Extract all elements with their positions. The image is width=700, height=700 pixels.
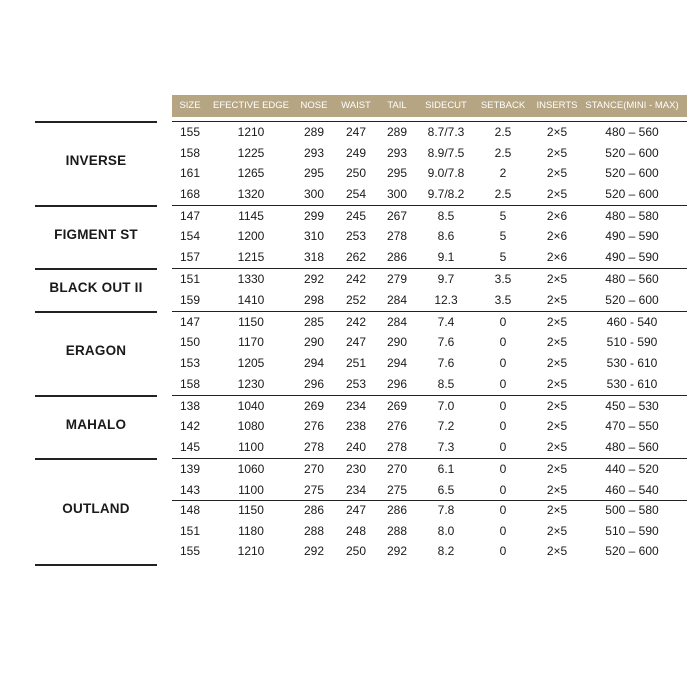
cell-size: 142 xyxy=(179,419,201,434)
cell-setback: 0 xyxy=(499,335,507,350)
cell-sidecut: 7.4 xyxy=(437,314,455,329)
table-row xyxy=(35,184,687,205)
cell-stance: 510 - 590 xyxy=(606,335,658,350)
cell-stance: 520 – 600 xyxy=(605,145,659,160)
cell-effective-edge: 1060 xyxy=(237,462,265,477)
cell-inserts: 2×5 xyxy=(546,314,568,329)
cell-tail: 290 xyxy=(386,335,408,350)
cell-tail: 278 xyxy=(386,439,408,454)
cell-size: 147 xyxy=(179,208,201,223)
cell-waist: 245 xyxy=(345,208,367,223)
cell-inserts: 2×6 xyxy=(546,250,568,265)
cell-size: 143 xyxy=(179,482,201,497)
cell-size: 150 xyxy=(179,335,201,350)
cell-stance: 470 – 550 xyxy=(605,419,659,434)
cell-tail: 269 xyxy=(386,398,408,413)
table-row xyxy=(35,206,687,227)
cell-inserts: 2×5 xyxy=(546,186,568,201)
table-row xyxy=(35,437,687,458)
cell-sidecut: 8.5 xyxy=(437,376,455,391)
cell-waist: 250 xyxy=(345,544,367,559)
table-row xyxy=(35,143,687,164)
cell-waist: 252 xyxy=(345,292,367,307)
cell-inserts: 2×5 xyxy=(546,544,568,559)
cell-sidecut: 7.2 xyxy=(437,419,455,434)
model-name: ERAGON xyxy=(65,343,127,359)
cell-tail: 294 xyxy=(386,356,408,371)
cell-waist: 238 xyxy=(345,419,367,434)
cell-stance: 480 – 560 xyxy=(605,439,659,454)
cell-sidecut: 8.9/7.5 xyxy=(427,145,465,160)
header-tail: TAIL xyxy=(387,100,407,111)
cell-effective-edge: 1100 xyxy=(238,482,264,497)
cell-sidecut: 9.0/7.8 xyxy=(427,166,465,181)
cell-tail: 289 xyxy=(386,125,408,139)
table-row xyxy=(35,122,687,143)
cell-effective-edge: 1150 xyxy=(238,503,264,518)
cell-sidecut: 6.5 xyxy=(437,482,455,497)
cell-waist: 240 xyxy=(345,439,367,454)
cell-inserts: 2×5 xyxy=(546,462,568,477)
cell-stance: 500 – 580 xyxy=(605,503,659,518)
cell-waist: 234 xyxy=(345,398,367,413)
table-row xyxy=(35,226,687,247)
cell-setback: 5 xyxy=(499,208,507,223)
cell-waist: 242 xyxy=(345,272,367,287)
cell-setback: 0 xyxy=(499,482,507,497)
cell-stance: 530 - 610 xyxy=(606,356,658,371)
cell-effective-edge: 1080 xyxy=(237,419,265,434)
cell-nose: 276 xyxy=(303,419,325,434)
cell-nose: 270 xyxy=(303,462,325,477)
cell-waist: 247 xyxy=(345,125,367,139)
cell-waist: 253 xyxy=(345,376,367,391)
cell-setback: 0 xyxy=(499,462,507,477)
cell-tail: 278 xyxy=(386,229,408,244)
cell-inserts: 2×5 xyxy=(546,503,568,518)
cell-inserts: 2×5 xyxy=(546,292,568,307)
cell-inserts: 2×5 xyxy=(546,523,568,538)
cell-size: 168 xyxy=(179,186,201,201)
cell-waist: 249 xyxy=(345,145,367,160)
cell-size: 151 xyxy=(179,523,201,538)
cell-tail: 286 xyxy=(386,250,408,265)
cell-tail: 295 xyxy=(386,166,408,181)
cell-effective-edge: 1040 xyxy=(237,398,265,413)
model-name: OUTLAND xyxy=(62,500,130,516)
cell-inserts: 2×6 xyxy=(546,208,568,223)
cell-nose: 296 xyxy=(303,376,325,391)
cell-stance: 520 – 600 xyxy=(605,292,659,307)
table-row xyxy=(35,247,687,268)
cell-setback: 0 xyxy=(499,439,507,454)
table-row xyxy=(35,541,687,562)
cell-nose: 298 xyxy=(303,292,325,307)
cell-waist: 254 xyxy=(345,186,367,201)
cell-waist: 250 xyxy=(345,166,367,181)
cell-sidecut: 7.3 xyxy=(437,439,455,454)
cell-setback: 0 xyxy=(499,356,507,371)
cell-inserts: 2×6 xyxy=(546,229,568,244)
cell-nose: 269 xyxy=(303,398,325,413)
cell-stance: 480 – 560 xyxy=(605,125,659,139)
cell-waist: 242 xyxy=(345,314,367,329)
cell-sidecut: 7.6 xyxy=(437,335,455,350)
cell-setback: 0 xyxy=(499,376,507,391)
model-name: BLACK OUT II xyxy=(49,279,143,295)
cell-nose: 290 xyxy=(303,335,325,350)
cell-setback: 0 xyxy=(499,419,507,434)
cell-inserts: 2×5 xyxy=(546,482,568,497)
table-row xyxy=(35,269,687,290)
table-row xyxy=(35,312,687,333)
cell-size: 138 xyxy=(179,398,201,413)
cell-effective-edge: 1225 xyxy=(237,145,265,160)
cell-effective-edge: 1210 xyxy=(237,544,265,559)
cell-sidecut: 7.8 xyxy=(437,503,455,518)
cell-tail: 300 xyxy=(386,186,408,201)
cell-stance: 450 – 530 xyxy=(605,398,659,413)
cell-setback: 0 xyxy=(499,314,507,329)
cell-setback: 5 xyxy=(499,250,507,265)
cell-effective-edge: 1330 xyxy=(237,272,265,287)
cell-setback: 2.5 xyxy=(494,145,512,160)
cell-sidecut: 8.5 xyxy=(437,208,455,223)
table-row xyxy=(35,163,687,184)
cell-nose: 286 xyxy=(303,503,325,518)
cell-stance: 520 – 600 xyxy=(605,166,659,181)
cell-waist: 253 xyxy=(345,229,367,244)
cell-tail: 267 xyxy=(386,208,408,223)
cell-nose: 288 xyxy=(303,523,325,538)
cell-inserts: 2×5 xyxy=(546,272,568,287)
cell-tail: 288 xyxy=(386,523,408,538)
cell-effective-edge: 1320 xyxy=(237,186,265,201)
cell-inserts: 2×5 xyxy=(546,145,568,160)
cell-tail: 293 xyxy=(386,145,408,160)
cell-stance: 490 – 590 xyxy=(605,229,659,244)
cell-effective-edge: 1150 xyxy=(238,314,264,329)
cell-tail: 286 xyxy=(386,503,408,518)
cell-setback: 3.5 xyxy=(494,272,512,287)
cell-nose: 300 xyxy=(303,186,325,201)
table-row xyxy=(35,521,687,542)
cell-effective-edge: 1170 xyxy=(238,335,264,350)
cell-stance: 480 – 560 xyxy=(605,272,659,287)
cell-size: 153 xyxy=(179,356,201,371)
cell-sidecut: 8.2 xyxy=(437,544,455,559)
cell-nose: 294 xyxy=(303,356,325,371)
cell-waist: 234 xyxy=(345,482,367,497)
cell-setback: 3.5 xyxy=(494,292,512,307)
row-divider xyxy=(172,500,687,501)
cell-nose: 318 xyxy=(303,250,325,265)
cell-sidecut: 8.6 xyxy=(437,229,455,244)
table-row xyxy=(35,332,687,353)
header-sidecut: SIDECUT xyxy=(425,100,467,111)
cell-inserts: 2×5 xyxy=(546,335,568,350)
cell-size: 148 xyxy=(179,503,201,518)
cell-effective-edge: 1100 xyxy=(238,439,264,454)
cell-size: 154 xyxy=(179,229,201,244)
cell-setback: 0 xyxy=(499,523,507,538)
cell-size: 139 xyxy=(179,462,201,477)
cell-size: 155 xyxy=(179,544,201,559)
cell-nose: 275 xyxy=(303,482,325,497)
table-header xyxy=(172,95,687,117)
cell-effective-edge: 1230 xyxy=(237,376,265,391)
table-row xyxy=(35,459,687,480)
cell-tail: 276 xyxy=(386,419,408,434)
cell-nose: 292 xyxy=(303,544,325,559)
cell-tail: 292 xyxy=(386,544,408,559)
cell-nose: 295 xyxy=(303,166,325,181)
cell-setback: 2.5 xyxy=(494,186,512,201)
cell-setback: 0 xyxy=(499,398,507,413)
cell-inserts: 2×5 xyxy=(546,419,568,434)
table-row xyxy=(35,396,687,417)
cell-tail: 284 xyxy=(386,314,408,329)
cell-nose: 299 xyxy=(303,208,325,223)
header-inserts: INSERTS xyxy=(536,100,578,111)
cell-stance: 480 – 580 xyxy=(605,208,659,223)
table-row xyxy=(35,480,687,501)
cell-tail: 284 xyxy=(386,292,408,307)
cell-sidecut: 7.6 xyxy=(437,356,455,371)
cell-sidecut: 12.3 xyxy=(434,292,458,307)
cell-size: 145 xyxy=(179,439,201,454)
header-size: SIZE xyxy=(179,100,201,111)
cell-stance: 460 – 540 xyxy=(605,482,659,497)
cell-sidecut: 9.7 xyxy=(437,272,455,287)
cell-inserts: 2×5 xyxy=(546,439,568,454)
model-name: MAHALO xyxy=(65,416,127,432)
table-row xyxy=(35,374,687,395)
cell-stance: 440 – 520 xyxy=(605,462,659,477)
cell-nose: 292 xyxy=(303,272,325,287)
table-row xyxy=(35,500,687,521)
header-waist: WAIST xyxy=(341,100,371,111)
cell-size: 155 xyxy=(179,125,201,139)
cell-effective-edge: 1180 xyxy=(238,523,264,538)
cell-effective-edge: 1210 xyxy=(237,125,265,139)
cell-stance: 460 - 540 xyxy=(606,314,658,329)
cell-nose: 310 xyxy=(303,229,325,244)
cell-inserts: 2×5 xyxy=(546,125,568,139)
cell-inserts: 2×5 xyxy=(546,166,568,181)
cell-stance: 490 – 590 xyxy=(605,250,659,265)
cell-stance: 520 – 600 xyxy=(605,544,659,559)
cell-stance: 530 - 610 xyxy=(606,376,658,391)
cell-inserts: 2×5 xyxy=(546,356,568,371)
cell-setback: 0 xyxy=(499,503,507,518)
cell-effective-edge: 1410 xyxy=(237,292,265,307)
header-nose: NOSE xyxy=(300,100,328,111)
cell-effective-edge: 1215 xyxy=(237,250,265,265)
cell-effective-edge: 1205 xyxy=(237,356,265,371)
table-bottom-rule xyxy=(35,564,157,566)
cell-setback: 2.5 xyxy=(494,125,512,139)
cell-effective-edge: 1200 xyxy=(237,229,265,244)
cell-waist: 248 xyxy=(345,523,367,538)
table-row xyxy=(35,416,687,437)
cell-setback: 2 xyxy=(499,166,507,181)
cell-stance: 510 – 590 xyxy=(605,523,659,538)
cell-setback: 0 xyxy=(499,544,507,559)
cell-inserts: 2×5 xyxy=(546,398,568,413)
cell-effective-edge: 1145 xyxy=(238,208,264,223)
cell-waist: 247 xyxy=(345,503,367,518)
model-name: FIGMENT ST xyxy=(54,226,138,242)
cell-size: 151 xyxy=(179,272,201,287)
cell-waist: 262 xyxy=(345,250,367,265)
header-effective-edge: EFECTIVE EDGE xyxy=(212,100,290,111)
table-row xyxy=(35,353,687,374)
cell-size: 159 xyxy=(179,292,201,307)
cell-sidecut: 9.7/8.2 xyxy=(427,186,465,201)
cell-setback: 5 xyxy=(499,229,507,244)
cell-sidecut: 8.0 xyxy=(437,523,455,538)
cell-waist: 247 xyxy=(345,335,367,350)
cell-sidecut: 6.1 xyxy=(437,462,455,477)
cell-tail: 275 xyxy=(386,482,408,497)
cell-inserts: 2×5 xyxy=(546,376,568,391)
cell-waist: 230 xyxy=(345,462,367,477)
cell-size: 161 xyxy=(179,166,201,181)
cell-nose: 289 xyxy=(303,125,325,139)
cell-waist: 251 xyxy=(345,356,367,371)
cell-sidecut: 9.1 xyxy=(437,250,455,265)
cell-stance: 520 – 600 xyxy=(605,186,659,201)
cell-nose: 278 xyxy=(303,439,325,454)
header-setback: SETBACK xyxy=(480,100,526,111)
cell-sidecut: 8.7/7.3 xyxy=(427,125,465,139)
cell-size: 158 xyxy=(179,145,201,160)
cell-tail: 296 xyxy=(386,376,408,391)
cell-sidecut: 7.0 xyxy=(437,398,455,413)
cell-size: 158 xyxy=(179,376,201,391)
header-stance: STANCE(MINI - MAX) xyxy=(585,100,679,111)
model-name: INVERSE xyxy=(65,153,127,169)
cell-nose: 293 xyxy=(303,145,325,160)
table-row xyxy=(35,290,687,311)
cell-nose: 285 xyxy=(303,314,325,329)
cell-size: 157 xyxy=(179,250,201,265)
cell-effective-edge: 1265 xyxy=(237,166,265,181)
cell-tail: 270 xyxy=(386,462,408,477)
cell-size: 147 xyxy=(179,314,201,329)
cell-tail: 279 xyxy=(386,272,408,287)
